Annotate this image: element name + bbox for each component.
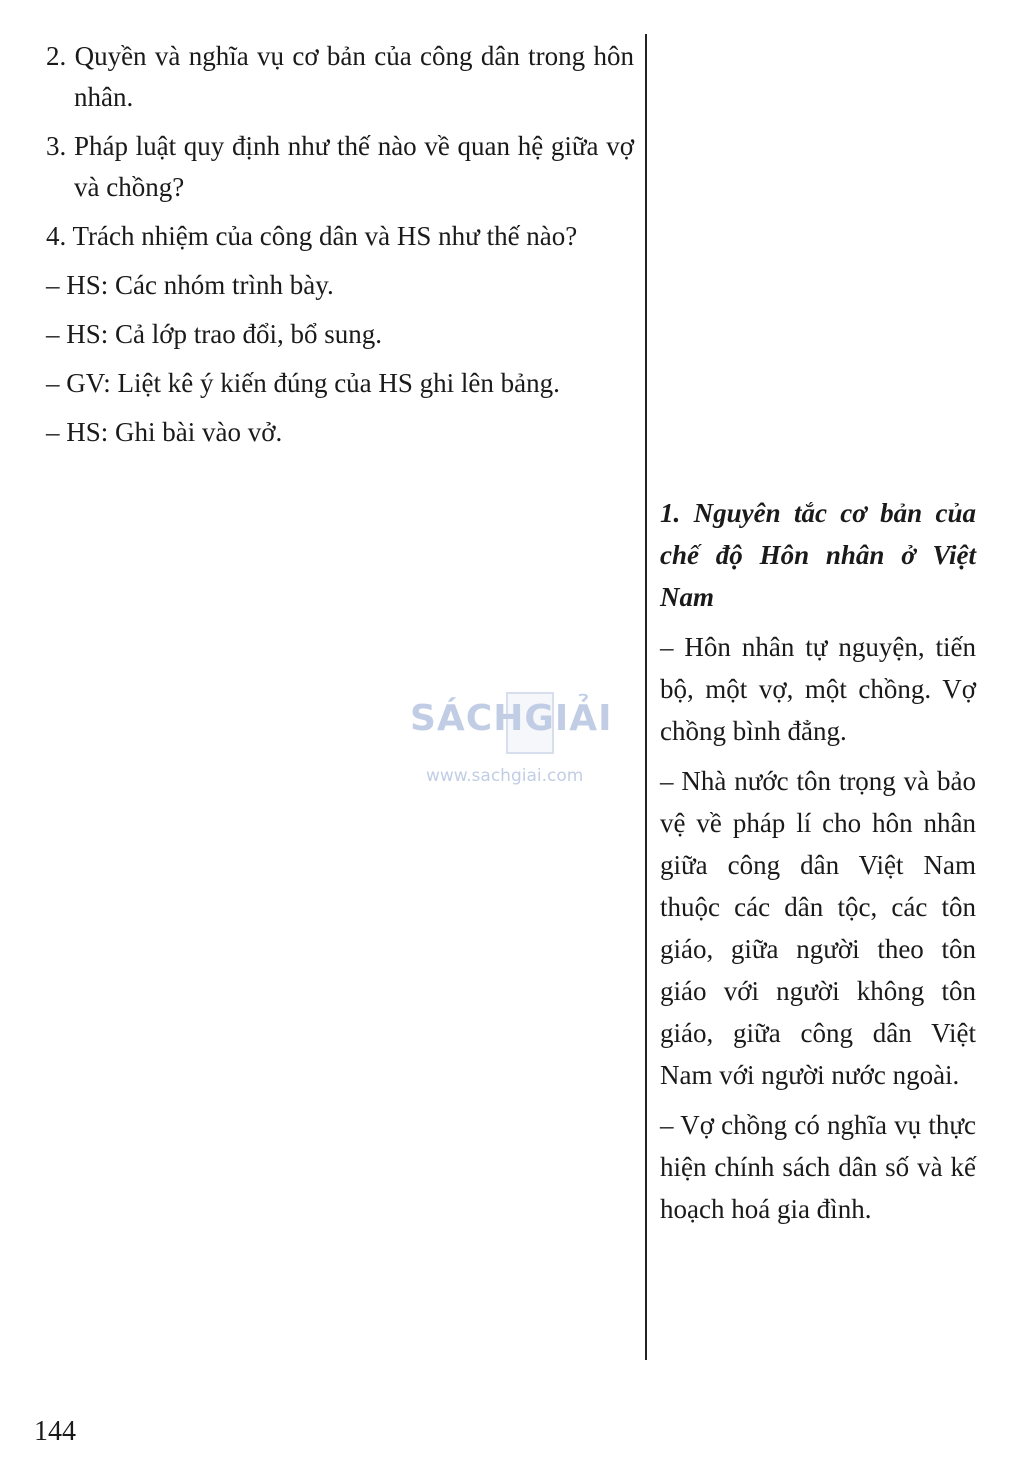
right-column	[660, 492, 976, 1238]
question-3: 3. Pháp luật quy định như thế nào về quan hệ giữa vợ và chồng?	[46, 131, 634, 202]
activity-step: – GV: Liệt kê ý kiến đúng của HS ghi lên bảng.	[46, 368, 560, 398]
watermark-brand: SÁCHGIẢI	[410, 698, 613, 739]
activity-step: – HS: Ghi bài vào vở.	[46, 417, 283, 447]
content-paragraph: – Vợ chồng có nghĩa vụ thực hiện chính sách dân số và kế hoạch hoá gia đình.	[660, 1110, 976, 1224]
question-2: 2. Quyền và nghĩa vụ cơ bản của công dân trong hôn nhân.	[46, 41, 634, 112]
watermark-url: www.sachgiai.com	[426, 766, 584, 786]
watermark	[410, 692, 620, 792]
question-4: 4. Trách nhiệm của công dân và HS như thế nào?	[46, 221, 578, 251]
content-paragraph: – Hôn nhân tự nguyện, tiến bộ, một vợ, một chồng. Vợ chồng bình đẳng.	[660, 632, 976, 746]
activity-step: – HS: Cả lớp trao đổi, bổ sung.	[46, 319, 383, 349]
column-divider	[645, 34, 647, 1360]
left-column	[46, 36, 634, 461]
section-heading: 1. Nguyên tắc cơ bản của chế độ Hôn nhân ở Việt Nam	[660, 498, 976, 612]
content-paragraph: – Nhà nước tôn trọng và bảo vệ về pháp lí cho hôn nhân giữa công dân Việt Nam thuộc các dân tộc, các tôn giáo, giữa người theo tôn giáo với người không tôn giáo, giữa công dân Việt Nam với người nước ngoài.	[660, 766, 976, 1090]
page-number: 144	[34, 1416, 76, 1447]
activity-step: – HS: Các nhóm trình bày.	[46, 270, 334, 300]
